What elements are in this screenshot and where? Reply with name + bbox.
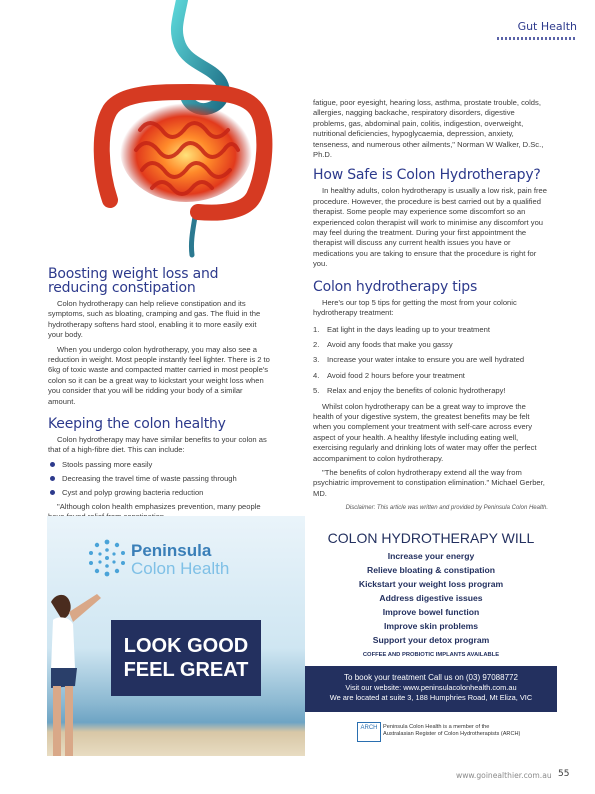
paragraph: Here's our top 5 tips for getting the most from your colonic hydrotherapy treatment: <box>313 297 517 318</box>
benefit-item: Address digestive issues <box>379 593 483 603</box>
arch-member-text <box>383 724 553 739</box>
heading-boosting-line1: Boosting weight loss and <box>48 266 219 282</box>
brand-name <box>131 542 229 578</box>
booking-website[interactable]: Visit our website: www.peninsulacolonhealth.com.au <box>345 683 517 692</box>
list-item-text: Avoid any foods that make you gassy <box>327 339 453 349</box>
ad-photo-panel <box>47 516 305 756</box>
heading-boosting-line2: reducing constipation <box>48 280 196 296</box>
implants-note: COFFEE AND PROBIOTIC IMPLANTS AVAILABLE <box>362 652 500 658</box>
paragraph: Colon hydrotherapy can help relieve constipation and its symptoms, such as bloating, cramping and gas. The fluid in the hydrotherapy softens hard stool, enabling it to more easily exit your body. <box>48 299 261 340</box>
benefit-item: Support your detox program <box>372 635 490 645</box>
look-good-line1: LOOK GOOD <box>123 635 249 657</box>
list-number: 1. <box>313 324 320 334</box>
brand-line1: Peninsula <box>131 541 212 560</box>
list-number: 4. <box>313 370 320 380</box>
arch-logo-text: ARCH <box>360 725 378 731</box>
bullet-icon <box>50 490 55 495</box>
arch-logo-icon <box>357 722 381 742</box>
heading-safety: How Safe is Colon Hydrotherapy? <box>313 167 541 184</box>
paragraph: fatigue, poor eyesight, hearing loss, asthma, prostate trouble, colds, allergies, nagging backache, respiratory disorders, digestive problems, gas, abdominal pain, colitis, indigestion, overweight, nutritional deficiencies, hypoglycaemia, depression, anxiety, tenseness, and numerous other ailments," Norman W Walker, D.Sc., Ph.D. <box>313 98 544 160</box>
booking-box <box>305 666 557 712</box>
list-item <box>48 460 270 470</box>
intestine-illustration <box>70 0 310 262</box>
paragraph: In healthy adults, colon hydrotherapy is usually a low risk, pain free procedure. However, the procedure is best carried out by a qualified therapist. Some people may experience some discomfort so an experienced colon therapist will work to minimise any discomfort you may feel during the treatment. During your first appointment the therapist will discuss any current health issues you have or medications you are taking to ensure that the procedure is right for you. <box>313 186 547 269</box>
heading-boosting <box>48 267 270 295</box>
paragraph: "Although colon health emphasizes prevention, many people <box>57 501 261 511</box>
disclaimer: Disclaimer: This article was written and provided by Peninsula Colon Health. <box>345 505 548 512</box>
footer-url[interactable]: www.goinealthier.com.au <box>456 771 552 780</box>
paragraph: Colon hydrotherapy may have similar benefits to your colon as that of a high-fibre diet. This can include: <box>48 435 267 455</box>
list-item-text: Eat light in the days leading up to your treatment <box>327 324 490 334</box>
benefit-item: Improve bowel function <box>382 607 480 617</box>
list-item <box>48 488 270 498</box>
benefit-item: Increase your energy <box>387 551 475 561</box>
page-number: 55 <box>558 769 570 779</box>
booking-phone: To book your treatment Call us on (03) 97088772 <box>344 673 518 682</box>
paragraph: Whilst colon hydrotherapy can be a great way to improve the health of your digestive system, the greatest benefits may be felt when you complement your treatment with self-care across every aspect of your health. A healthy lifestyle including eating well, exercising regularly and drinking lots of water may offer the perfect accompaniment to colon hydrotherapy. <box>313 401 537 463</box>
tips-list <box>313 325 548 397</box>
paragraph: "The benefits of colon hydrotherapy extend all the way from psychiatric improvement to constipation elimination." Michael Gerber, MD. <box>313 467 545 498</box>
ad-title: COLON HYDROTHERAPY WILL <box>327 530 535 546</box>
bullet-icon <box>50 462 55 467</box>
list-number: 5. <box>313 386 320 396</box>
list-item-text: Avoid food 2 hours before your treatment <box>327 370 465 380</box>
benefit-list <box>48 460 270 498</box>
woman-photo <box>47 572 117 756</box>
list-item <box>313 340 548 350</box>
section-tag <box>497 20 577 40</box>
list-number: 2. <box>313 339 320 349</box>
arch-text-line1: Peninsula Colon Health is a member of the <box>383 724 490 730</box>
paragraph: When you undergo colon hydrotherapy, you may also see a reduction in weight. Most people instantly feel lighter. There is 2 to 6kg of toxic waste and compacted matter carried in most people's colon so it can be a great way to kickstart your weight loss when you consider that you will be ridding your body of a similar amount. <box>48 344 270 406</box>
list-number: 3. <box>313 355 320 365</box>
benefit-item: Improve skin problems <box>383 621 479 631</box>
list-item <box>313 386 548 396</box>
list-item-text: Cyst and polyp growing bacteria reduction <box>62 487 204 497</box>
ad-benefits <box>305 549 557 647</box>
list-item <box>313 325 548 335</box>
benefit-item: Kickstart your weight loss program <box>358 579 504 589</box>
list-item <box>48 474 270 484</box>
list-item-text: Increase your water intake to ensure you are well hydrated <box>327 355 525 365</box>
brand-line2: Colon Health <box>131 559 230 578</box>
advertisement <box>47 516 557 756</box>
bullet-icon <box>50 476 55 481</box>
look-good-banner <box>111 620 261 696</box>
heading-tips: Colon hydrotherapy tips <box>313 278 478 295</box>
booking-address: We are located at suite 3, 188 Humphries Road, Mt Eliza, VIC <box>329 693 533 702</box>
left-column <box>48 267 270 522</box>
look-good-line2: FEEL GREAT <box>123 659 249 681</box>
arch-text-line2: Australasian Register of Colon Hydrotherapists (ARCH) <box>383 731 521 738</box>
section-rule <box>497 37 577 40</box>
list-item-text: Relax and enjoy the benefits of colonic hydrotherapy! <box>327 386 506 396</box>
benefit-item: Relieve bloating & constipation <box>367 565 495 575</box>
list-item-text: Decreasing the travel time of waste passing through <box>62 473 237 483</box>
ad-info-panel <box>305 516 557 756</box>
section-label: Gut Health <box>517 20 577 33</box>
heading-keeping: Keeping the colon healthy <box>48 416 226 433</box>
right-column <box>313 98 548 514</box>
list-item <box>313 355 548 365</box>
list-item-text: Stools passing more easily <box>62 459 153 469</box>
list-item <box>313 371 548 381</box>
